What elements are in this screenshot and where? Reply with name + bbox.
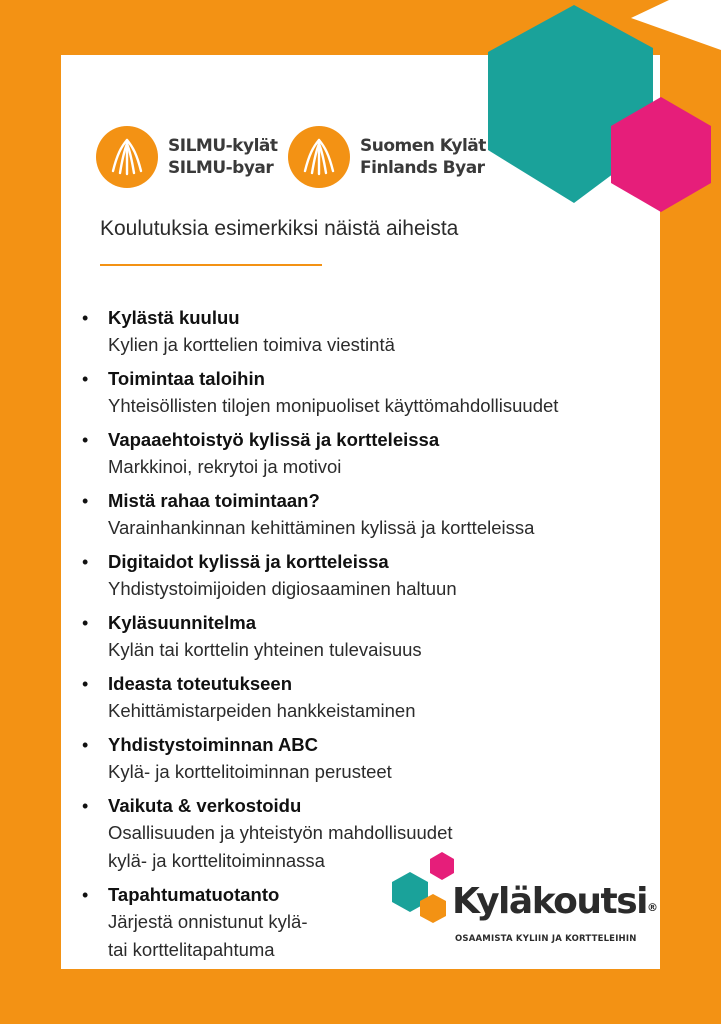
bullet-icon: • [82, 885, 89, 905]
topic-description: tai korttelitapahtuma [108, 939, 275, 960]
list-item [82, 670, 662, 725]
list-item [82, 304, 662, 359]
logo-line1: Suomen Kylät [360, 136, 486, 156]
topic-description: Kylän tai korttelin yhteinen tulevaisuus [108, 639, 422, 660]
brand-wordmark: Kyläkoutsi [452, 881, 648, 922]
topic-title: Yhdistystoiminnan ABC [108, 734, 319, 755]
topic-description: Järjestä onnistunut kylä- [108, 911, 308, 932]
topic-description: Varainhankinnan kehittäminen kylissä ja kortteleissa [108, 517, 535, 538]
topic-description: Yhteisöllisten tilojen monipuoliset käyttömahdollisuudet [108, 395, 559, 416]
logo-line2: Finlands Byar [360, 158, 485, 178]
brand-tagline: OSAAMISTA KYLIIN JA KORTTELEIHIN [455, 934, 637, 944]
bullet-icon: • [82, 735, 89, 755]
list-item [82, 365, 662, 420]
logo-line2: SILMU-byar [168, 158, 274, 178]
bullet-icon: • [82, 308, 89, 328]
village-tree-icon [96, 126, 158, 188]
orange-divider [100, 264, 322, 266]
topic-description: Kylä- ja korttelitoiminnan perusteet [108, 761, 392, 782]
bullet-icon: • [82, 430, 89, 450]
topic-title: Tapahtumatuotanto [108, 884, 280, 905]
bullet-icon: • [82, 796, 89, 816]
intro-heading: Koulutuksia esimerkiksi näistä aiheista [100, 217, 459, 240]
registered-mark: ® [647, 901, 659, 914]
bullet-icon: • [82, 674, 89, 694]
topic-title: Vaikuta & verkostoidu [108, 795, 302, 816]
list-item [82, 548, 662, 603]
logo-line1: SILMU-kylät [168, 136, 278, 156]
topic-title: Digitaidot kylissä ja kortteleissa [108, 551, 389, 572]
topic-title: Mistä rahaa toimintaan? [108, 490, 320, 511]
list-item [82, 426, 662, 481]
topic-title: Kyläsuunnitelma [108, 612, 257, 633]
topic-description: Markkinoi, rekrytoi ja motivoi [108, 456, 342, 477]
suomen-kylat-logo [288, 126, 486, 188]
village-tree-icon [288, 126, 350, 188]
list-item [82, 609, 662, 664]
bullet-icon: • [82, 552, 89, 572]
corner-triangle [631, 0, 721, 50]
brand-name [452, 880, 658, 924]
topic-description: Osallisuuden ja yhteistyön mahdollisuudet [108, 822, 453, 843]
topic-description: Kylien ja korttelien toimiva viestintä [108, 334, 395, 355]
bullet-icon: • [82, 613, 89, 633]
list-item [82, 487, 662, 542]
topic-title: Vapaaehtoistyö kylissä ja kortteleissa [108, 429, 440, 450]
topic-title: Toimintaa taloihin [108, 368, 265, 389]
topic-title: Ideasta toteutukseen [108, 673, 293, 694]
list-item [82, 731, 662, 786]
topic-description: Kehittämistarpeiden hankkeistaminen [108, 700, 416, 721]
topic-description: kylä- ja korttelitoiminnassa [108, 850, 325, 871]
bullet-icon: • [82, 369, 89, 389]
silmu-logo [96, 126, 278, 188]
bullet-icon: • [82, 491, 89, 511]
topic-title: Kylästä kuuluu [108, 307, 240, 328]
topic-description: Yhdistystoimijoiden digiosaaminen haltuun [108, 578, 457, 599]
